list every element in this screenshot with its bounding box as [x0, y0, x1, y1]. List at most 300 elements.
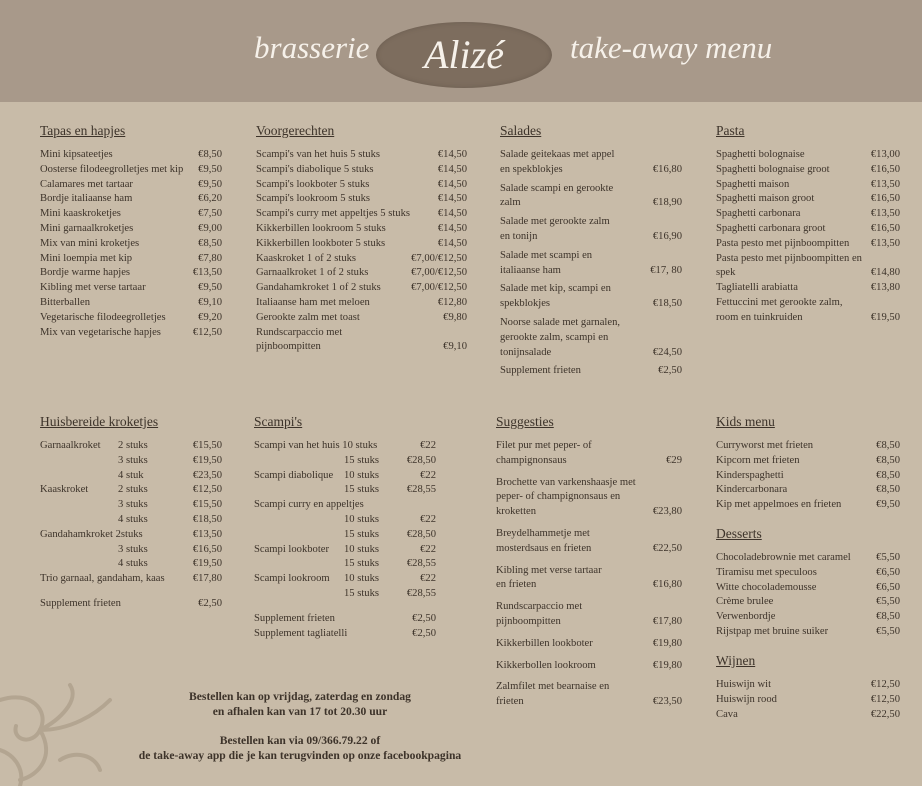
item-price: €19,50 — [192, 558, 222, 570]
item-name: Rundscarpaccio met pijnboompitten — [256, 326, 343, 353]
menu-item — [496, 527, 682, 557]
item-name: Huiswijn wit — [716, 679, 772, 690]
item-name: Mini kaaskroketjes — [40, 208, 121, 220]
item-name: Verwenbordje — [716, 611, 776, 623]
menu-item — [256, 222, 467, 237]
item-price: €15,50 — [192, 499, 222, 511]
menu-item — [254, 513, 436, 528]
item-price: €19,50 — [192, 454, 222, 466]
item-name: Oosterse filodeegrolletjes met kip — [40, 163, 184, 175]
item-name: Gerookte zalm met toast — [256, 311, 360, 323]
item-price: €13,80 — [870, 282, 900, 294]
item-name: Scampi's curry met appeltjes 5 stuks — [256, 208, 411, 220]
footer-line: Bestellen kan op vrijdag, zaterdag en zondag — [189, 690, 411, 703]
item-price: €22 — [420, 543, 436, 555]
item-name: Mini kipsateetjes — [40, 149, 113, 160]
item-name: Supplement tagliatelli — [254, 627, 348, 639]
section-title: Tapas en hapjes — [40, 123, 126, 138]
menu-item — [256, 163, 467, 178]
item-name: Fettuccini met gerookte zalm, room en tuinkruiden — [716, 296, 843, 323]
item-name: Gandahamkroket 2stuks — [40, 528, 143, 540]
menu-item — [40, 326, 222, 341]
item-name: Vegetarische filodeegrolletjes — [40, 311, 166, 323]
item-name: Scampi diabolique — [254, 469, 334, 481]
item-price: €16,50 — [870, 193, 900, 205]
item-name: Salade geitekaas met appel en spekblokjes — [500, 149, 615, 175]
menu-item — [716, 566, 900, 581]
item-name: Breydelhammetje met mosterdsaus en frieten — [496, 527, 592, 554]
item-price: €19,80 — [652, 659, 682, 671]
item-name: Salade scampi en gerookte zalm — [500, 182, 614, 209]
menu-item — [716, 708, 900, 723]
item-price: €7,00/€12,50 — [411, 267, 467, 279]
menu-item — [500, 148, 682, 178]
menu-item — [254, 498, 436, 513]
footer-line: de take-away app die je kan terugvinden op onze facebookpagina — [138, 749, 462, 762]
item-price: €16,90 — [652, 230, 682, 242]
item-name: Calamares met tartaar — [40, 178, 133, 190]
menu-item — [254, 439, 436, 454]
item-name: Kinderspaghetti — [716, 469, 784, 481]
item-name: Spaghetti carbonara — [716, 208, 801, 220]
item-name: Kaaskroket 1 of 2 stuks — [256, 252, 357, 264]
section-title: Pasta — [716, 123, 745, 138]
item-quantity: 4 stuks — [118, 513, 148, 525]
item-name: Salade met kip, scampi en spekblokjes — [500, 283, 611, 310]
section-suggesties — [496, 414, 682, 710]
menu-item — [40, 296, 222, 311]
menu-item — [716, 207, 900, 222]
item-price: €12,50 — [192, 326, 222, 338]
item-name: Supplement frieten — [40, 597, 121, 609]
menu-item — [496, 476, 682, 520]
menu-item — [716, 454, 900, 469]
menu-item — [716, 439, 900, 454]
menu-item — [716, 222, 900, 237]
menu-item — [40, 543, 222, 558]
item-name: Kipcorn met frieten — [716, 454, 800, 466]
footer-line: Bestellen kan via 09/366.79.22 of — [219, 734, 381, 747]
item-price: €17, 80 — [650, 264, 682, 276]
menu-item — [40, 483, 222, 498]
menu-item — [40, 222, 222, 237]
item-price: €18,50 — [192, 513, 222, 525]
menu-item — [40, 498, 222, 513]
item-price: €23,80 — [652, 506, 682, 518]
item-quantity: 10 stuks — [344, 573, 380, 585]
item-price: €22 — [420, 573, 436, 585]
menu-item — [254, 454, 436, 469]
item-price: €14,50 — [437, 222, 467, 234]
menu-item — [716, 678, 900, 693]
item-name: Scampi lookboter — [254, 543, 330, 555]
menu-item — [716, 610, 900, 625]
item-price: €8,50 — [876, 454, 900, 466]
menu-item — [40, 266, 222, 281]
section-voorgerechten — [256, 123, 467, 355]
menu-item — [716, 625, 900, 640]
section-title: Scampi's — [254, 414, 303, 429]
item-name: Trio garnaal, gandaham, kaas — [40, 573, 165, 585]
section-salades — [500, 123, 682, 379]
item-name: Italiaanse ham met meloen — [256, 296, 370, 308]
item-name: Curryworst met frieten — [716, 440, 814, 451]
menu-item — [496, 659, 682, 674]
menu-item — [40, 192, 222, 207]
menu-item — [716, 163, 900, 178]
item-quantity: 15 stuks — [344, 587, 380, 599]
item-price: €7,50 — [198, 208, 222, 220]
section-title: Salades — [500, 123, 542, 138]
menu-item — [40, 237, 222, 252]
item-quantity: 15 stuks — [344, 454, 380, 466]
supplement-row — [40, 597, 222, 612]
item-price: €9,50 — [198, 163, 222, 175]
item-price: €2,50 — [658, 365, 682, 377]
item-price: €28,55 — [406, 558, 436, 570]
item-price: €17,80 — [652, 615, 682, 627]
item-price: €14,50 — [437, 193, 467, 205]
section-scampis — [254, 414, 436, 641]
menu-item — [256, 266, 467, 281]
menu-item — [40, 557, 222, 572]
item-price: €9,20 — [198, 311, 222, 323]
menu-item — [716, 252, 900, 282]
item-price: €17,80 — [192, 573, 222, 585]
item-price: €19,80 — [652, 637, 682, 649]
section-wijnen — [716, 653, 900, 722]
item-price: €2,50 — [412, 612, 436, 624]
menu-item — [256, 148, 467, 163]
item-quantity: 10 stuks — [344, 543, 380, 555]
item-name: Scampi's van het huis 5 stuks — [256, 149, 381, 160]
item-price: €16,50 — [870, 163, 900, 175]
section-kids-menu — [716, 414, 900, 513]
item-price: €24,50 — [652, 346, 682, 358]
item-name: Pasta pesto met pijnboompitten — [716, 237, 850, 249]
item-name: Kibling met verse tartaar — [40, 282, 146, 294]
item-price: €8,50 — [876, 611, 900, 623]
brand-logo-text: Alizé — [424, 32, 504, 77]
item-price: €13,00 — [870, 149, 900, 160]
item-price: €5,50 — [876, 625, 900, 637]
item-name: Rijstpap met bruine suiker — [716, 625, 829, 637]
menu-item — [496, 637, 682, 652]
menu-item — [40, 513, 222, 528]
item-name: Spaghetti bolognaise — [716, 149, 805, 160]
item-name: Spaghetti carbonara groot — [716, 222, 826, 234]
item-name: Spaghetti maison groot — [716, 193, 815, 205]
section-title: Desserts — [716, 526, 762, 541]
item-price: €13,50 — [870, 208, 900, 220]
item-quantity: 10 stuks — [344, 469, 380, 481]
item-name: Mini loempia met kip — [40, 252, 133, 264]
menu-item — [40, 163, 222, 178]
item-price: €9,50 — [198, 178, 222, 190]
item-quantity: 15 stuks — [344, 484, 380, 496]
item-price: €6,20 — [198, 193, 222, 205]
item-name: Kibling met verse tartaar en frieten — [496, 564, 602, 591]
item-name: Tagliatelli arabiatta — [716, 282, 798, 294]
menu-item — [40, 572, 222, 587]
menu-item — [256, 192, 467, 207]
item-name: Mini garnaalkroketjes — [40, 222, 134, 234]
item-price: €12,50 — [192, 484, 222, 496]
item-quantity: 10 stuks — [344, 513, 380, 525]
item-price: €28,55 — [406, 484, 436, 496]
item-quantity: 3 stuks — [118, 543, 148, 555]
footer-opening-hours — [110, 689, 490, 719]
item-price: €9,00 — [198, 222, 222, 234]
section-title: Huisbereide kroketjes — [40, 414, 159, 429]
item-price: €16,50 — [870, 222, 900, 234]
footer-ordering-info — [110, 733, 490, 763]
section-title: Voorgerechten — [256, 123, 335, 138]
item-name: Mix van mini kroketjes — [40, 237, 140, 249]
menu-item — [256, 296, 467, 311]
item-name: Salade met gerookte zalm en tonijn — [500, 216, 610, 242]
menu-item — [254, 612, 436, 627]
menu-item — [254, 543, 436, 558]
section-title: Kids menu — [716, 414, 775, 429]
menu-item — [716, 281, 900, 296]
item-name: Scampi's diabolique 5 stuks — [256, 163, 374, 175]
item-quantity: 15 stuks — [344, 528, 380, 540]
item-price: €16,80 — [652, 579, 682, 591]
item-name: Chocoladebrownie met caramel — [716, 552, 851, 563]
item-price: €8,50 — [876, 484, 900, 496]
item-name: Bitterballen — [40, 296, 91, 308]
menu-item — [496, 564, 682, 594]
item-name: Brochette van varkenshaasje met peper- of champignonsaus en kroketten — [496, 476, 636, 518]
item-price: €18,50 — [652, 298, 682, 310]
item-name: Kikkerbillen lookboter — [496, 637, 593, 649]
item-price: €8,50 — [198, 237, 222, 249]
item-price: €14,50 — [437, 149, 467, 160]
item-name: Kaaskroket — [40, 484, 89, 496]
menu-item — [40, 439, 222, 454]
item-name: Kikkerbollen lookroom — [496, 659, 596, 671]
menu-item — [716, 595, 900, 610]
menu-item — [256, 326, 467, 356]
menu-item — [716, 693, 900, 708]
menu-item — [40, 311, 222, 326]
item-price: €8,50 — [876, 440, 900, 451]
menu-item — [254, 587, 436, 602]
item-price: €22 — [420, 469, 436, 481]
item-price: €18,90 — [652, 197, 682, 209]
item-price: €7,80 — [198, 252, 222, 264]
item-name: Bordje warme hapjes — [40, 267, 131, 279]
menu-item — [40, 207, 222, 222]
header-left-text: brasserie — [254, 30, 370, 65]
item-name: Mix van vegetarische hapjes — [40, 326, 161, 338]
floral-ornament-icon — [0, 680, 130, 786]
header-right-text: take-away menu — [570, 30, 773, 65]
item-name: Spaghetti bolognaise groot — [716, 163, 830, 175]
item-price: €22 — [420, 513, 436, 525]
item-name: Bordje italiaanse ham — [40, 193, 133, 205]
item-name: Zalmfilet met bearnaise en frieten — [496, 681, 610, 708]
item-price: €23,50 — [192, 469, 222, 481]
item-price: €13,50 — [192, 267, 222, 279]
item-quantity: 3 stuks — [118, 499, 148, 511]
item-price: €14,50 — [437, 208, 467, 220]
item-name: Rundscarpaccio met pijnboompitten — [496, 601, 583, 627]
item-quantity: 4 stuks — [118, 558, 148, 570]
item-name: Tiramisu met speculoos — [716, 566, 817, 578]
item-price: €2,50 — [412, 627, 436, 639]
menu-item — [40, 148, 222, 163]
item-name: Crème brulee — [716, 596, 774, 608]
item-price: €2,50 — [198, 597, 222, 609]
menu-item — [254, 469, 436, 484]
menu-item — [716, 581, 900, 596]
menu-item — [254, 627, 436, 642]
menu-item — [256, 281, 467, 296]
item-price: €9,50 — [198, 282, 222, 294]
footer-line: en afhalen kan van 17 tot 20.30 uur — [212, 705, 388, 718]
item-price: €12,50 — [870, 693, 900, 705]
item-price: €13,50 — [192, 528, 222, 540]
item-price: €22,50 — [870, 708, 900, 720]
item-quantity: 2 stuks — [118, 440, 148, 451]
menu-item — [500, 316, 682, 360]
item-price: €16,50 — [192, 543, 222, 555]
item-name: Supplement frieten — [254, 612, 335, 624]
item-name: Kikkerbillen lookroom 5 stuks — [256, 222, 386, 234]
header-band — [0, 0, 922, 102]
item-price: €22,50 — [652, 542, 682, 554]
item-price: €7,00/€12,50 — [411, 282, 467, 294]
item-price: €16,80 — [652, 163, 682, 175]
item-price: €6,50 — [876, 566, 900, 578]
item-price: €22 — [420, 440, 436, 451]
item-price: €9,80 — [443, 311, 467, 323]
item-price: €28,50 — [406, 528, 436, 540]
item-name: Scampi curry en appeltjes — [254, 499, 364, 511]
item-price: €14,80 — [870, 267, 900, 279]
item-name: Salade met scampi en italiaanse ham — [500, 249, 593, 276]
section-tapas — [40, 123, 222, 340]
item-name: Noorse salade met garnalen, gerookte zalm, scampi en tonijnsalade — [500, 316, 621, 358]
item-name: Kindercarbonara — [716, 484, 788, 496]
item-price: €8,50 — [198, 149, 222, 160]
menu-item — [716, 469, 900, 484]
item-price: €13,50 — [870, 237, 900, 249]
item-price: €14,50 — [437, 237, 467, 249]
item-price: €12,80 — [437, 296, 467, 308]
menu-item — [716, 483, 900, 498]
item-price: €5,50 — [876, 596, 900, 608]
section-pasta — [716, 123, 900, 326]
item-price: €28,55 — [406, 587, 436, 599]
item-price: €5,50 — [876, 552, 900, 563]
menu-item — [256, 207, 467, 222]
item-name: Scampi lookroom — [254, 573, 330, 585]
menu-item — [500, 282, 682, 312]
menu-item — [716, 192, 900, 207]
item-name: Scampi's lookroom 5 stuks — [256, 193, 371, 205]
item-price: €7,00/€12,50 — [411, 252, 467, 264]
item-price: €23,50 — [652, 696, 682, 708]
menu-item — [40, 528, 222, 543]
menu-item — [256, 178, 467, 193]
item-price: €14,50 — [437, 163, 467, 175]
item-name: Kip met appelmoes en frieten — [716, 499, 842, 511]
menu-item — [254, 483, 436, 498]
section-desserts — [716, 526, 900, 640]
menu-item — [500, 215, 682, 245]
item-price: €9,10 — [443, 341, 467, 353]
item-price: €13,50 — [870, 178, 900, 190]
menu-item — [496, 680, 682, 710]
menu-item — [254, 557, 436, 572]
item-price: €19,50 — [870, 311, 900, 323]
menu-item — [40, 252, 222, 267]
menu-item — [40, 178, 222, 193]
item-quantity: 2 stuks — [118, 484, 148, 496]
menu-item — [256, 237, 467, 252]
item-price: €29 — [666, 454, 682, 466]
item-price: €12,50 — [870, 679, 900, 690]
menu-item — [500, 182, 682, 212]
item-price: €6,50 — [876, 581, 900, 593]
menu-item — [40, 469, 222, 484]
menu-item — [716, 178, 900, 193]
item-quantity: 3 stuks — [118, 454, 148, 466]
item-name: Garnaalkroket — [40, 440, 101, 451]
menu-item — [500, 249, 682, 279]
menu-item — [500, 364, 682, 379]
menu-item — [256, 252, 467, 267]
item-price: €9,50 — [876, 499, 900, 511]
item-price: €9,10 — [198, 296, 222, 308]
section-title: Wijnen — [716, 653, 756, 668]
item-name: Gandahamkroket 1 of 2 stuks — [256, 282, 381, 294]
item-price: €15,50 — [192, 440, 222, 451]
section-kroketjes — [40, 414, 222, 612]
menu-item — [496, 600, 682, 630]
menu-item — [716, 551, 900, 566]
menu-item — [716, 148, 900, 163]
menu-item — [496, 439, 682, 469]
item-name: Supplement frieten — [500, 365, 581, 377]
item-price: €28,50 — [406, 454, 436, 466]
item-name: Witte chocolademousse — [716, 581, 817, 593]
menu-item — [254, 572, 436, 587]
item-name: Kikkerbillen lookboter 5 stuks — [256, 237, 386, 249]
item-price: €14,50 — [437, 178, 467, 190]
item-name: Garnaalkroket 1 of 2 stuks — [256, 267, 369, 279]
menu-item — [716, 296, 900, 326]
item-name: Spaghetti maison — [716, 178, 790, 190]
menu-item — [716, 498, 900, 513]
item-name: Cava — [716, 708, 738, 720]
menu-item — [254, 528, 436, 543]
brand-logo — [376, 22, 552, 88]
section-title: Suggesties — [496, 414, 554, 429]
menu-item — [40, 281, 222, 296]
item-name: Scampi's lookboter 5 stuks — [256, 178, 370, 190]
item-name: Pasta pesto met pijnboompitten en spek — [716, 252, 862, 279]
item-quantity: 4 stuk — [118, 469, 144, 481]
item-price: €8,50 — [876, 469, 900, 481]
menu-item — [716, 237, 900, 252]
item-quantity: 15 stuks — [344, 558, 380, 570]
menu-item — [40, 454, 222, 469]
menu-item — [256, 311, 467, 326]
